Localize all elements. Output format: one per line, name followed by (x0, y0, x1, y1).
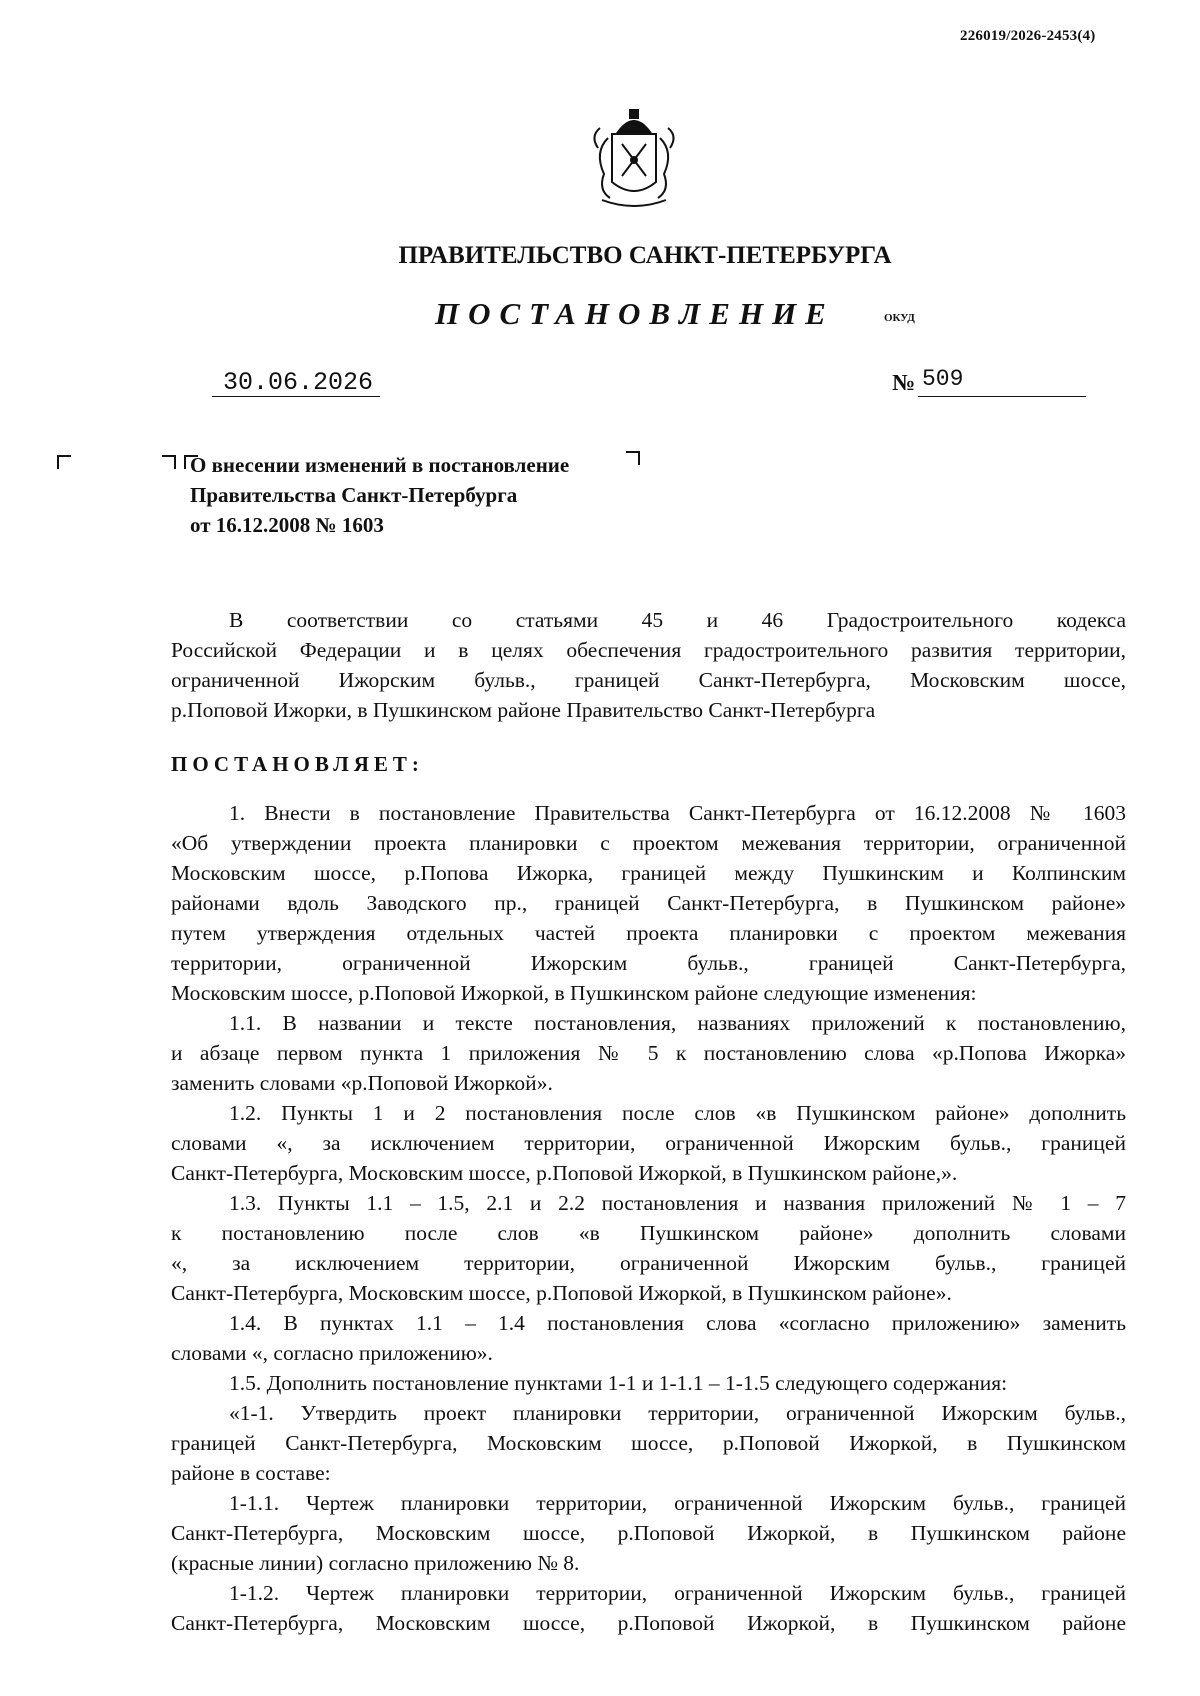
text-line: «, за исключением территории, ограниченной Ижорским бульв., границей (171, 1251, 1126, 1275)
paragraph-1 (171, 798, 1126, 1638)
text-line: 1.3. Пункты 1.1 – 1.5, 2.1 и 2.2 постановления и названия приложений № 1 – 7 (229, 1191, 1126, 1215)
title-corner-mark (57, 455, 71, 469)
title-line: Правительства Санкт-Петербурга (190, 483, 518, 507)
text-line: 1. Внести в постановление Правительства Санкт-Петербурга от 16.12.2008 № 1603 (229, 801, 1126, 825)
text-line: (красные линии) согласно приложению № 8. (171, 1551, 580, 1575)
document-id: 226019/2026-2453(4) (960, 28, 1096, 44)
text-line: «Об утверждении проекта планировки с проектом межевания территории, ограниченной (171, 831, 1126, 855)
text-line: словами «, согласно приложению». (171, 1341, 493, 1365)
resolves-heading: ПОСТАНОВЛЯЕТ: (171, 752, 424, 776)
text-line: Санкт-Петербурга, Московским шоссе, р.Поповой Ижоркой, в Пушкинском районе (171, 1521, 1126, 1545)
text-line: районами вдоль Заводского пр., границей Санкт-Петербурга, в Пушкинском районе» (171, 891, 1126, 915)
preamble (171, 605, 1126, 725)
spb-coat-of-arms-icon (588, 108, 680, 212)
text-line: 1.5. Дополнить постановление пунктами 1-1 и 1-1.1 – 1-1.5 следующего содержания: (229, 1371, 1008, 1395)
decree-title (190, 450, 569, 540)
text-line: Российской Федерации и в целях обеспечения градостроительного развития территории, (171, 638, 1126, 662)
text-line: заменить словами «р.Поповой Ижоркой». (171, 1071, 553, 1095)
text-line: Санкт-Петербурга, Московским шоссе, р.Поповой Ижоркой, в Пушкинском районе (171, 1611, 1126, 1635)
text-line: районе в составе: (171, 1461, 331, 1485)
text-line: В соответствии со статьями 45 и 46 Градостроительного кодекса (229, 608, 1126, 632)
text-line: к постановлению после слов «в Пушкинском районе» дополнить словами (171, 1221, 1126, 1245)
text-line: территории, ограниченной Ижорским бульв., границей Санкт-Петербурга, (171, 951, 1126, 975)
document-type: ПОСТАНОВЛЕНИЕ (435, 296, 835, 331)
decree-date: 30.06.2026 (223, 368, 374, 397)
title-corner-mark (626, 451, 640, 465)
government-name: ПРАВИТЕЛЬСТВО САНКТ-ПЕТЕРБУРГА (398, 242, 892, 269)
text-line: 1-1.2. Чертеж планировки территории, ограниченной Ижорским бульв., границей (229, 1581, 1126, 1605)
title-line: О внесении изменений в постановление (190, 453, 570, 477)
text-line: путем утверждения отдельных частей проекта планировки с проектом межевания (171, 921, 1126, 945)
text-line: Санкт-Петербурга, Московским шоссе, р.Поповой Ижоркой, в Пушкинском районе,». (171, 1161, 958, 1185)
text-line: 1.2. Пункты 1 и 2 постановления после слов «в Пушкинском районе» дополнить (229, 1101, 1126, 1125)
number-underline (918, 396, 1086, 397)
date-underline (212, 396, 380, 397)
text-line: Санкт-Петербурга, Московским шоссе, р.Поповой Ижоркой, в Пушкинском районе». (171, 1281, 952, 1305)
text-line: ограниченной Ижорским бульв., границей Санкт-Петербурга, Московским шоссе, (171, 668, 1126, 692)
text-line: 1-1.1. Чертеж планировки территории, ограниченной Ижорским бульв., границей (229, 1491, 1126, 1515)
text-line: 1.4. В пунктах 1.1 – 1.4 постановления слова «согласно приложению» заменить (229, 1311, 1126, 1335)
number-label: № (892, 370, 916, 395)
text-line: р.Поповой Ижорки, в Пушкинском районе Правительство Санкт-Петербурга (171, 698, 876, 722)
okud-label: ОКУД (884, 312, 915, 324)
text-line: и абзаце первом пункта 1 приложения № 5 к постановлению слова «р.Попова Ижорка» (171, 1041, 1126, 1065)
text-line: «1-1. Утвердить проект планировки территории, ограниченной Ижорским бульв., (229, 1401, 1126, 1425)
title-line: от 16.12.2008 № 1603 (190, 513, 384, 537)
text-line: границей Санкт-Петербурга, Московским шоссе, р.Поповой Ижоркой, в Пушкинском (171, 1431, 1126, 1455)
text-line: 1.1. В названии и тексте постановления, названиях приложений к постановлению, (229, 1011, 1126, 1035)
text-line: словами «, за исключением территории, ограниченной Ижорским бульв., границей (171, 1131, 1126, 1155)
text-line: Московским шоссе, р.Поповой Ижоркой, в Пушкинском районе следующие изменения: (171, 981, 977, 1005)
text-line: Московским шоссе, р.Попова Ижорка, границей между Пушкинским и Колпинским (171, 861, 1126, 885)
decree-number: 509 (922, 366, 964, 392)
title-corner-mark (162, 455, 176, 469)
